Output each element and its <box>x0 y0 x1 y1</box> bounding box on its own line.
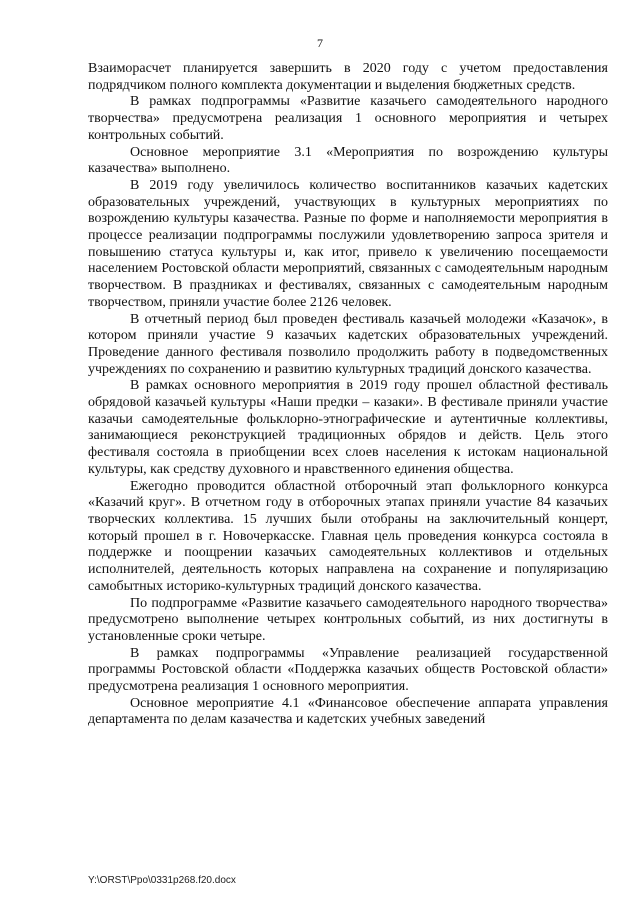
paragraph-5: В отчетный период был проведен фестиваль казачьей молодежи «Казачок», в котором приняли участие 9 казачьих кадетских образовательных учреждений. Проведение данного фестиваля позволило продолжить работу в подведомственных учреждениях по сохранению и развитию культурных традиций донского казачества. <box>88 311 608 377</box>
page-number: 7 <box>317 36 323 50</box>
paragraph-10: Основное мероприятие 4.1 «Финансовое обеспечение аппарата управления департамента по делам казачества и кадетских учебных заведений <box>88 695 608 728</box>
paragraph-7: Ежегодно проводится областной отборочный этап фольклорного конкурса «Казачий круг». В отчетном году в отборочных этапах приняли участие 84 казачьих творческих коллектива. 15 лучших были отобраны на заключительный концерт, который прошел в г. Новочеркасске. Главная цель проведения конкурса состояла в поддержке и поощрении казачьих самодеятельных коллективов и отдельных исполнителей, деятельность которых направлена на сохранение и популяризацию самобытных историко-культурных традиций донского казачества. <box>88 478 608 594</box>
document-body <box>88 61 608 729</box>
paragraph-4: В 2019 году увеличилось количество воспитанников казачьих кадетских образовательных учреждений, участвующих в культурных мероприятиях по возрождению культуры казачества. Разные по форме и наполняемости мероприятия в процессе реализации подпрограммы послужили удовлетворению запроса зрителя и повышению статуса культуры и, как итог, привело к увеличению посещаемости населением Ростовской области мероприятий, связанных с самодеятельным народным творчеством. В праздниках и фестивалях, связанных с самодеятельным народным творчеством, приняли участие более 2126 человек. <box>88 177 608 310</box>
file-path-footer: Y:\ORST\Ppo\0331p268.f20.docx <box>88 875 236 886</box>
paragraph-2: В рамках подпрограммы «Развитие казачьего самодеятельного народного творчества» предусмотрена реализация 1 основного мероприятия и четырех контрольных событий. <box>88 94 608 143</box>
paragraph-8: По подпрограмме «Развитие казачьего самодеятельного народного творчества» предусмотрено выполнение четырех контрольных событий, из них достигнуты в установленные сроки четыре. <box>88 595 608 644</box>
paragraph-3: Основное мероприятие 3.1 «Мероприятия по возрождению культуры казачества» выполнено. <box>88 144 608 177</box>
paragraph-6: В рамках основного мероприятия в 2019 году прошел областной фестиваль обрядовой казачьей культуры «Наши предки – казаки». В фестивале приняли участие казачьи самодеятельные фольклорно-этнографические и аутентичные коллективы, занимающиеся реконструкцией традиционных обрядов и действ. Цель этого фестиваля состояла в приобщении всех слоев населения к истокам национальной культуры, как средству духовного и нравственного единения общества. <box>88 378 608 477</box>
paragraph-9: В рамках подпрограммы «Управление реализацией государственной программы Ростовской области «Поддержка казачьих обществ Ростовской области» предусмотрена реализация 1 основного мероприятия. <box>88 645 608 695</box>
paragraph-1: Взаиморасчет планируется завершить в 2020 году с учетом предоставления подрядчиком полного комплекта документации и выделения бюджетных средств. <box>88 61 608 93</box>
